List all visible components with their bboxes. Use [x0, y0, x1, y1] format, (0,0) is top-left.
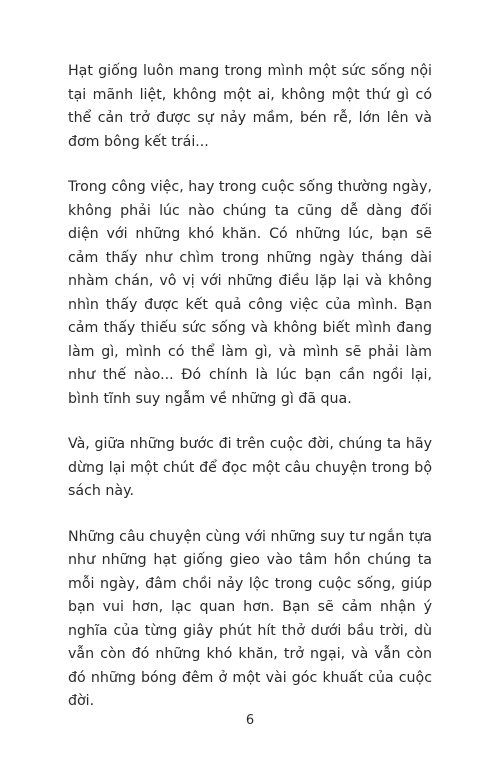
paragraph-3: Và, giữa những bước đi trên cuộc đời, chúng ta hãy dừng lại một chút để đọc một câu chuyện trong bộ sách này. — [68, 436, 432, 499]
page-number: 6 — [245, 713, 255, 728]
paragraph-4: Những câu chuyện cùng với những suy tư ngắn tựa như những hạt giống gieo vào tâm hồn chúng ta mỗi ngày, đâm chồi nảy lộc trong cuộc sống, giúp bạn vui hơn, lạc quan hơn. Bạn sẽ cảm nhận ý nghĩa của từng giây phút hít thở dưới bầu trời, dù vẫn còn đó những khó khăn, trở ngại, và vẫn còn đó những bóng đêm ở một vài góc khuất của cuộc đời. — [68, 528, 432, 709]
paragraph-1: Hạt giống luôn mang trong mình một sức sống nội tại mãnh liệt, không một ai, không một thứ gì có thể cản trở được sự nảy mầm, bén rễ, lớn lên và đơm bông kết trái... — [68, 63, 432, 150]
page-body — [68, 60, 432, 736]
paragraph-2: Trong công việc, hay trong cuộc sống thường ngày, không phải lúc nào chúng ta cũng dễ dàng đối diện với những khó khăn. Có những lúc, bạn sẽ cảm thấy như chìm trong những ngày tháng dài nhàm chán, vô vị với những điều lặp lại và không nhìn thấy được kết quả công việc của mình. Bạn cảm thấy thiếu sức sống và không biết mình đang làm gì, mình có thể làm gì, và mình sẽ phải làm như thế nào... Đó chính là lúc bạn cần ngồi lại, bình tĩnh suy ngẫm về những gì đã qua. — [68, 179, 432, 407]
